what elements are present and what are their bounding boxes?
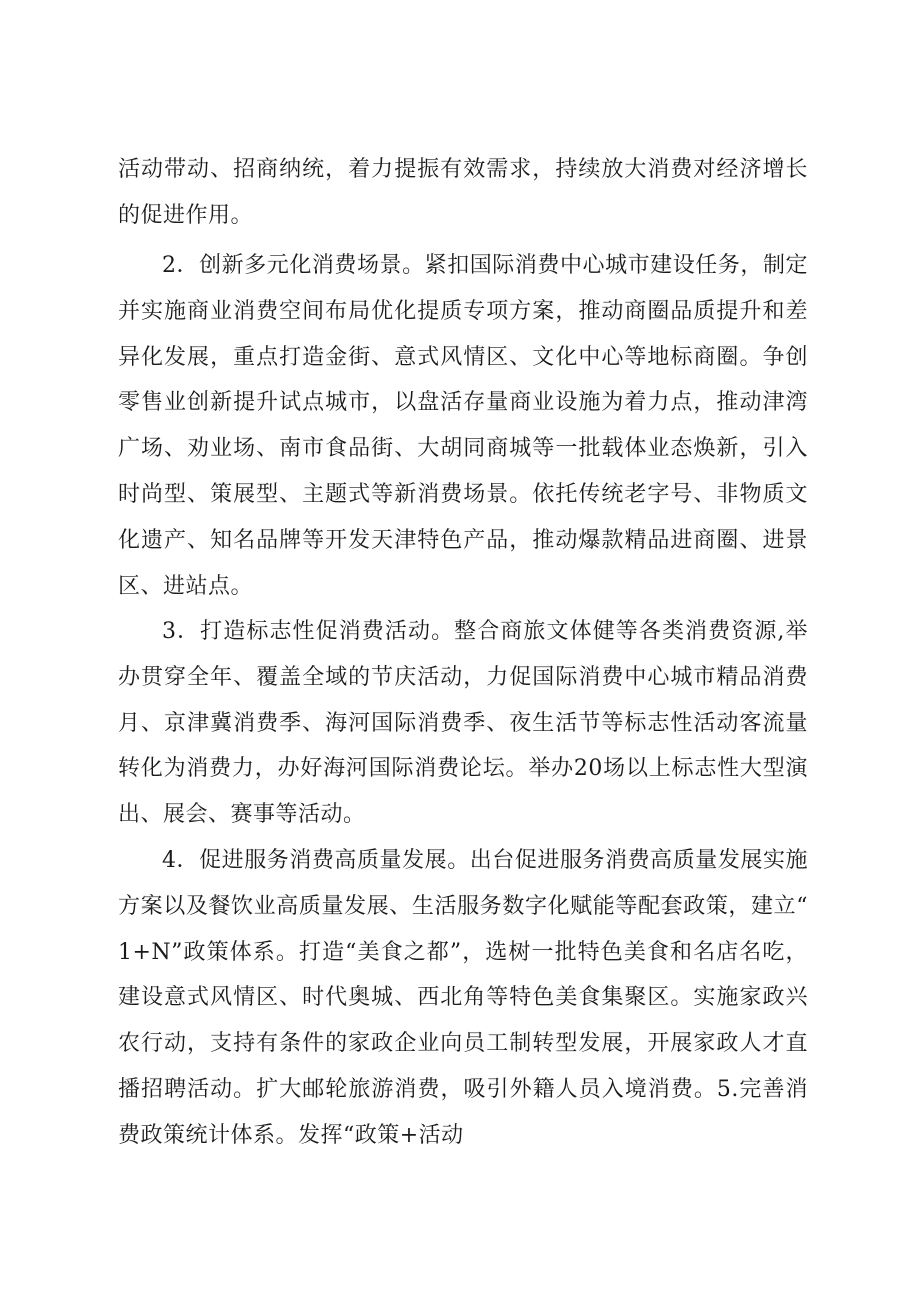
paragraph-continuation: 活动带动、招商纳统，着力提振有效需求，持续放大消费对经济增长的促进作用。: [118, 157, 808, 228]
paragraph-item-2: 2．创新多元化消费场景。紧扣国际消费中心城市建设任务，制定并实施商业消费空间布局优化提质专项方案，推动商圈品质提升和差异化发展，重点打造金街、意式风情区、文化中心等地标商圈。争创零售业创新提升试点城市，以盘活存量商业设施为着力点，推动津湾广场、劝业场、南市食品街、大胡同商城等一批载体业态焕新，引入时尚型、策展型、主题式等新消费场景。依托传统老字号、非物质文化遗产、知名品牌等开发天津特色产品，推动爆款精品进商圈、进景区、进站点。: [118, 253, 808, 599]
paragraph-item-3: 3．打造标志性促消费活动。整合商旅文体健等各类消费资源,举办贯穿全年、覆盖全域的节庆活动，力促国际消费中心城市精品消费月、京津冀消费季、海河国际消费季、夜生活节等标志性活动客流量转化为消费力，办好海河国际消费论坛。举办20场以上标志性大型演出、展会、赛事等活动。: [118, 619, 808, 828]
paragraph-item-4: 4．促进服务消费高质量发展。出台促进服务消费高质量发展实施方案以及餐饮业高质量发展、生活服务数字化赋能等配套政策，建立“1+N”政策体系。打造“美食之都”，选树一批特色美食和名店名吃，建设意式风情区、时代奥城、西北角等特色美食集聚区。实施家政兴农行动，支持有条件的家政企业向员工制转型发展，开展家政人才直播招聘活动。扩大邮轮旅游消费，吸引外籍人员入境消费。5.完善消费政策统计体系。发挥“政策+活动: [118, 848, 808, 1148]
